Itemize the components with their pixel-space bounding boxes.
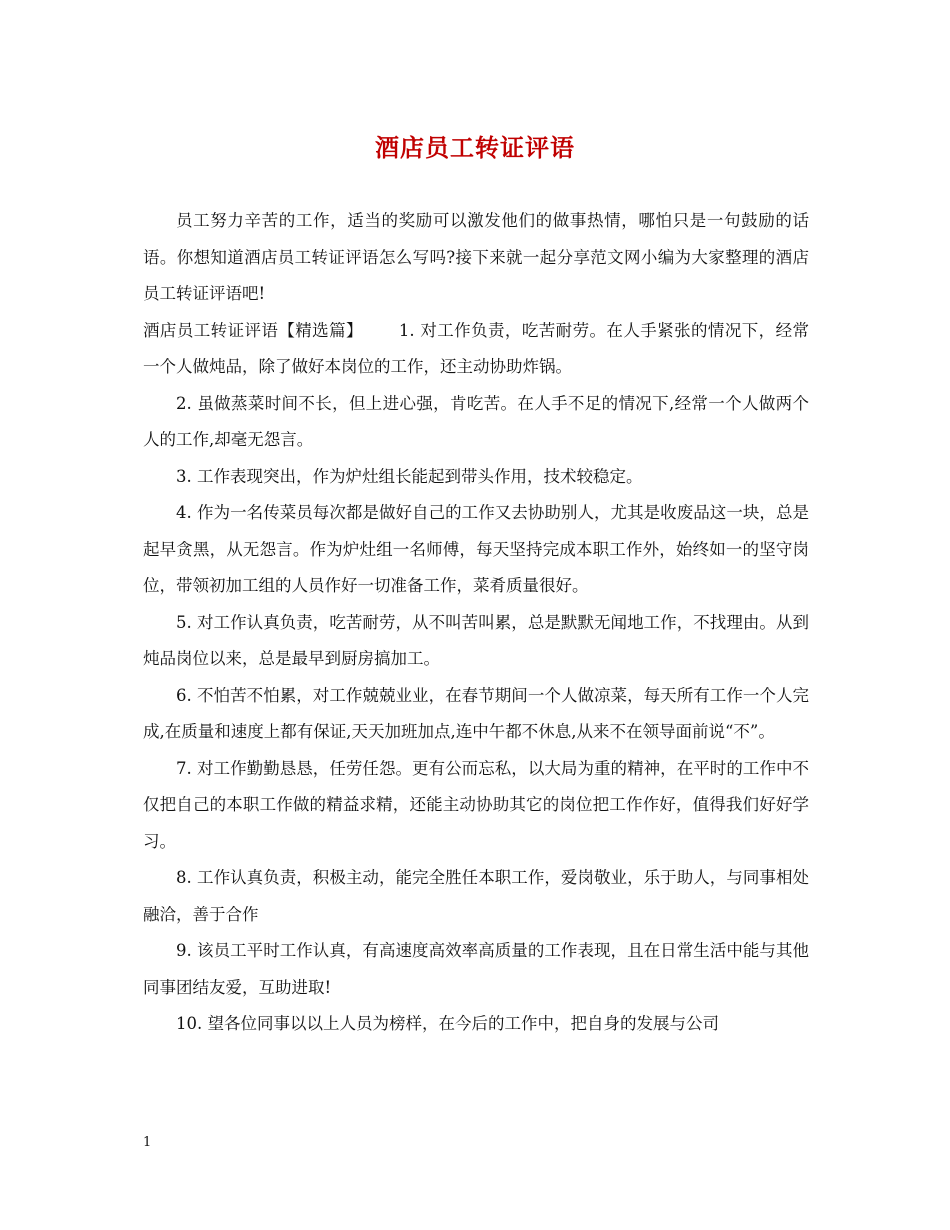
list-item: 4. 作为一名传菜员每次都是做好自己的工作又去协助别人，尤其是收废品这一块，总是起早贪黑，从无怨言。作为炉灶组一名师傅，每天坚持完成本职工作外，始终如一的坚守岗位，带领初加工组的人员作好一切准备工作，菜肴质量很好。 bbox=[143, 503, 809, 595]
section-label: 酒店员工转证评语【精选篇】 bbox=[143, 320, 363, 340]
document-body bbox=[143, 203, 809, 1043]
list-item: 10. 望各位同事以以上人员为榜样，在今后的工作中，把自身的发展与公司 bbox=[176, 1014, 719, 1033]
list-item: 3. 工作表现突出，作为炉灶组长能起到带头作用，技术较稳定。 bbox=[176, 466, 643, 486]
list-item: 2. 虽做蒸菜时间不长，但上进心强，肯吃苦。在人手不足的情况下,经常一个人做两个人的工作,却毫无怨言。 bbox=[143, 393, 809, 449]
section-paragraph bbox=[143, 313, 809, 386]
list-item: 7. 对工作勤勤恳恳，任劳任怨。更有公而忘私，以大局为重的精神，在平时的工作中不仅把自己的本职工作做的精益求精，还能主动协助其它的岗位把工作作好，值得我们好好学习。 bbox=[143, 758, 809, 851]
list-item: 6. 不怕苦不怕累，对工作兢兢业业，在春节期间一个人做凉菜，每天所有工作一个人完成,在质量和速度上都有保证,天天加班加点,连中午都不休息,从来不在领导面前说“不”。 bbox=[143, 685, 809, 741]
list-item: 1. 对工作负责，吃苦耐劳。在人手紧张的情况下，经常一个人做炖品，除了做好本岗位的工作，还主动协助炸锅。 bbox=[143, 320, 809, 376]
page-number: 1 bbox=[143, 1135, 152, 1150]
list-item: 5. 对工作认真负责，吃苦耐劳，从不叫苦叫累，总是默默无闻地工作，不找理由。从到炖品岗位以来，总是最早到厨房搞加工。 bbox=[143, 612, 809, 668]
list-item: 8. 工作认真负责，积极主动，能完全胜任本职工作，爱岗敬业，乐于助人，与同事相处融洽，善于合作 bbox=[143, 868, 809, 924]
document-title: 酒店员工转证评语 bbox=[375, 133, 575, 162]
intro-paragraph: 员工努力辛苦的工作，适当的奖励可以激发他们的做事热情，哪怕只是一句鼓励的话语。你想知道酒店员工转证评语怎么写吗?接下来就一起分享范文网小编为大家整理的酒店员工转证评语吧! bbox=[143, 211, 809, 303]
list-item: 9. 该员工平时工作认真，有高速度高效率高质量的工作表现，且在日常生活中能与其他同事团结友爱，互助进取! bbox=[143, 941, 809, 997]
